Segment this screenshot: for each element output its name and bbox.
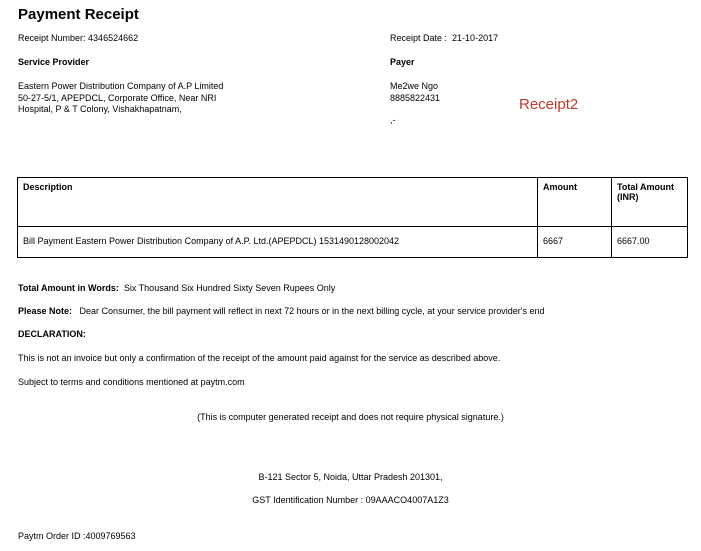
row-total-amount: 6667.00 bbox=[612, 227, 688, 258]
payer-details bbox=[390, 81, 440, 104]
receipt-number bbox=[18, 33, 138, 43]
service-provider-heading: Service Provider bbox=[18, 57, 90, 67]
header-total-amount: Total Amount (INR) bbox=[612, 178, 688, 227]
payer-extra: ,- bbox=[390, 115, 396, 125]
payer-phone: 8885822431 bbox=[390, 92, 441, 103]
gst-number: GST Identification Number : 09AAACO4007A1Z3 bbox=[252, 495, 449, 505]
total-in-words-label: Total Amount in Words: bbox=[18, 283, 119, 293]
service-provider-line: Hospital, P & T Colony, Vishakhapatnam, bbox=[18, 104, 182, 114]
payer-heading: Payer bbox=[390, 57, 415, 67]
receipt-date-value: 21-10-2017 bbox=[452, 33, 499, 43]
paytm-order-id: Paytm Order ID :4009769563 bbox=[18, 531, 136, 541]
receipt-watermark: Receipt2 bbox=[519, 96, 579, 113]
receipt-date-label: Receipt Date : bbox=[390, 33, 448, 43]
payer-name: Me2we Ngo bbox=[390, 81, 439, 91]
page-title: Payment Receipt bbox=[18, 6, 139, 23]
footer-address: B-121 Sector 5, Noida, Uttar Pradesh 201301, bbox=[258, 472, 443, 482]
please-note-text: Dear Consumer, the bill payment will reflect in next 72 hours or in the next billing cycle, at your service provider's end bbox=[79, 306, 545, 316]
service-provider-address bbox=[18, 81, 223, 116]
computer-generated-note: (This is computer generated receipt and does not require physical signature.) bbox=[197, 412, 504, 422]
declaration-heading: DECLARATION: bbox=[18, 329, 86, 339]
row-description: Bill Payment Eastern Power Distribution Company of A.P. Ltd.(APEPDCL) 1531490128002042 bbox=[18, 227, 538, 258]
header-description: Description bbox=[18, 178, 538, 227]
service-provider-line: Eastern Power Distribution Company of A.P Limited bbox=[18, 81, 224, 91]
declaration-text: This is not an invoice but only a confirmation of the receipt of the amount paid against for the service as described above. bbox=[18, 353, 501, 363]
items-table bbox=[17, 177, 688, 258]
service-provider-line: 50-27-5/1, APEPDCL, Corporate Office, Near NRI bbox=[18, 92, 217, 103]
row-amount: 6667 bbox=[538, 227, 612, 258]
total-in-words-value: Six Thousand Six Hundred Sixty Seven Rupees Only bbox=[123, 283, 336, 293]
receipt-number-value: 4346524662 bbox=[88, 33, 139, 43]
receipt-date bbox=[390, 33, 498, 43]
terms-text: Subject to terms and conditions mentioned at paytm.com bbox=[18, 377, 245, 387]
please-note bbox=[18, 306, 544, 316]
please-note-label: Please Note: bbox=[18, 306, 73, 316]
table-header-row bbox=[18, 178, 688, 227]
receipt-number-label: Receipt Number: bbox=[18, 33, 86, 43]
header-amount: Amount bbox=[538, 178, 612, 227]
table-row bbox=[18, 227, 688, 258]
total-in-words bbox=[18, 283, 335, 293]
